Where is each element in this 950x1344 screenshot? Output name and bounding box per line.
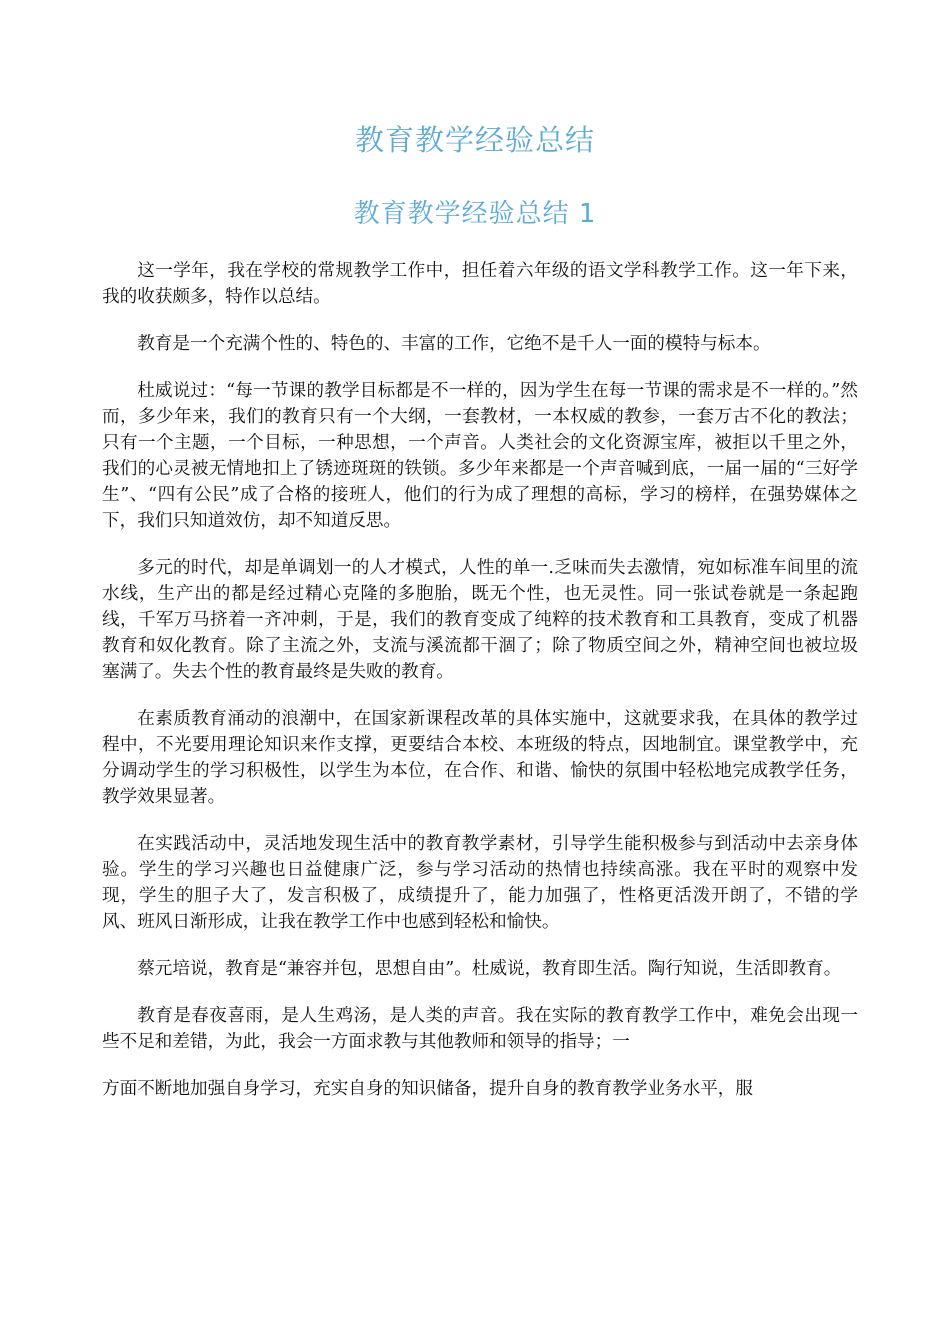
paragraph-continuation: 方面不断地加强自身学习，充实自身的知识储备，提升自身的教育教学业务水平，服 xyxy=(102,1079,753,1099)
document-title: 教育教学经验总结 xyxy=(354,123,595,157)
paragraph-1: 这一学年，我在学校的常规教学工作中，担任着六年级的语文学科教学工作。这一年下来，我的收获颇多，特作以总结。 xyxy=(102,261,858,307)
paragraph-3: 杜威说过：“每一节课的教学目标都是不一样的，因为学生在每一节课的需求是不一样的。”然而，多少年来，我们的教育只有一个大纲，一套教材，一本权威的教参，一套万古不化的教法；只有一个主题，一个目标，一种思想，一个声音。人类社会的文化资源宝库，被拒以千里之外，我们的心灵被无情地扣上了锈迹斑斑的铁锁。多少年来都是一个声音喊到底，一届一届的“三好学生”、“四有公民”成了合格的接班人，他们的行为成了理想的高标，学习的榜样，在强势媒体之下，我们只知道效仿，却不知道反思。 xyxy=(102,381,858,531)
paragraph-8: 教育是春夜喜雨，是人生鸡汤，是人类的声音。我在实际的教育教学工作中，难免会出现一些不足和差错，为此，我会一方面求教与其他教师和领导的指导；一 xyxy=(102,1006,858,1052)
paragraph-5: 在素质教育涌动的浪潮中，在国家新课程改革的具体实施中，这就要求我，在具体的教学过程中，不光要用理论知识来作支撑，更要结合本校、本班级的特点，因地制宜。课堂教学中，充分调动学生的学习积极性，以学生为本位，在合作、和谐、愉快的氛围中轻松地完成教学任务，教学效果显著。 xyxy=(102,709,858,807)
paragraph-4: 多元的时代，却是单调划一的人才模式，人性的单一.乏味而失去激情，宛如标准车间里的流水线，生产出的都是经过精心克隆的多胞胎，既无个性，也无灵性。同一张试卷就是一条起跑线，千军万马挤着一齐冲刺，于是，我们的教育变成了纯粹的技术教育和工具教育，变成了机器教育和奴化教育。除了主流之外，支流与溪流都干涸了；除了物质空间之外，精神空间也被垃圾塞满了。失去个性的教育最终是失败的教育。 xyxy=(102,558,858,682)
paragraph-7: 蔡元培说，教育是“兼容并包，思想自由”。杜威说，教育即生活。陶行知说，生活即教育。 xyxy=(137,959,842,979)
paragraph-2: 教育是一个充满个性的、特色的、丰富的工作，它绝不是千人一面的模特与标本。 xyxy=(137,334,771,354)
section-title: 教育教学经验总结 1 xyxy=(353,199,597,229)
document-body xyxy=(102,258,858,1123)
paragraph-6: 在实践活动中，灵活地发现生活中的教育教学素材，引导学生能积极参与到活动中去亲身体验。学生的学习兴趣也日益健康广泛，参与学习活动的热情也持续高涨。我在平时的观察中发现，学生的胆子大了，发言积极了，成绩提升了，能力加强了，性格更活泼开朗了，不错的学风、班风日渐形成，让我在教学工作中也感到轻松和愉快。 xyxy=(102,834,858,932)
